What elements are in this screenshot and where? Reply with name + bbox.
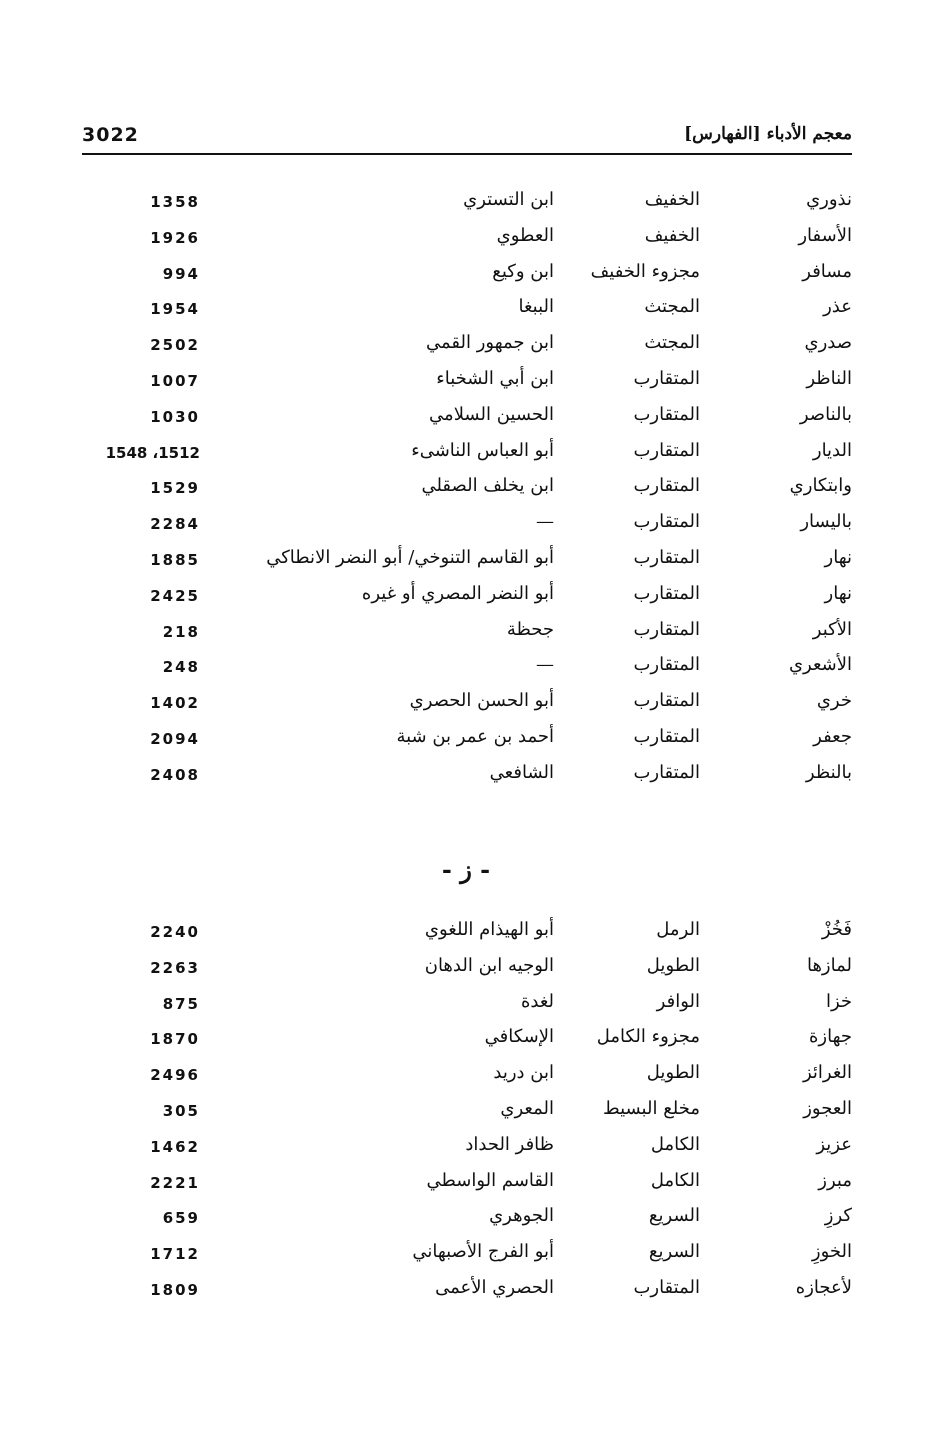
page-reference: 1926 xyxy=(150,228,200,247)
poet-name: الببغا xyxy=(518,296,554,318)
rhyme-word: الأشعري xyxy=(788,654,852,676)
meter-name: الطويل xyxy=(646,954,700,976)
meter-name: الخفيف xyxy=(644,224,700,246)
rhyme-word: بالنظر xyxy=(805,761,852,783)
poet-name: الشافعي xyxy=(489,761,554,783)
index-row xyxy=(0,224,932,260)
page-reference: 2408 xyxy=(150,765,200,784)
poet-name: أبو الفرج الأصبهاني xyxy=(412,1241,554,1263)
index-row xyxy=(0,990,932,1026)
index-row xyxy=(0,474,932,510)
index-row xyxy=(0,1097,932,1133)
meter-name: المتقارب xyxy=(633,511,700,533)
poet-name: — xyxy=(536,654,554,676)
index-row xyxy=(0,582,932,618)
poet-name: جحظة xyxy=(506,618,554,640)
rhyme-word: وابتكاري xyxy=(789,475,852,497)
page-reference: 1402 xyxy=(150,694,200,713)
page-reference: 248 xyxy=(162,658,200,677)
poet-name: ابن التستري xyxy=(463,189,554,210)
index-row xyxy=(0,1276,932,1312)
poet-name: ابن دريد xyxy=(493,1062,554,1084)
page-reference: 1529 xyxy=(150,479,200,498)
index-row xyxy=(0,653,932,689)
meter-name: المجتث xyxy=(644,332,700,354)
page-reference: 2284 xyxy=(150,515,200,534)
rhyme-word: الأكبر xyxy=(812,618,852,640)
rhyme-word: باليسار xyxy=(800,511,852,533)
poet-name: القاسم الواسطي xyxy=(426,1169,554,1191)
poet-name: العطوي xyxy=(496,224,554,246)
rhyme-word: لأعجازه xyxy=(795,1276,852,1298)
index-row xyxy=(0,1169,932,1205)
rhyme-word: مبرز xyxy=(818,1169,852,1191)
poet-name: ابن أبي الشخباء xyxy=(436,367,554,389)
index-row xyxy=(0,510,932,546)
poet-name: الحصري الأعمى xyxy=(435,1276,554,1298)
rhyme-word: لمازها xyxy=(806,954,852,976)
poet-name: ظافر الحداد xyxy=(465,1133,554,1155)
page-reference: 2240 xyxy=(150,923,200,941)
page-header xyxy=(82,124,852,154)
index-row xyxy=(0,439,932,475)
meter-name: المتقارب xyxy=(633,690,700,712)
index-row xyxy=(0,331,932,367)
poet-name: الجوهري xyxy=(489,1205,554,1227)
meter-name: الرمل xyxy=(656,919,700,940)
rhyme-word: الديار xyxy=(812,439,852,461)
index-row xyxy=(0,260,932,296)
page-reference: 1030 xyxy=(150,407,200,426)
meter-name: المتقارب xyxy=(633,403,700,425)
page-reference: 994 xyxy=(162,264,200,283)
meter-name: السريع xyxy=(648,1205,700,1227)
meter-name: مجزوء الكامل xyxy=(596,1026,700,1048)
index-row xyxy=(0,1204,932,1240)
meter-name: الخفيف xyxy=(644,189,700,210)
index-row xyxy=(0,1025,932,1061)
section-heading-zay: - ز - xyxy=(441,855,491,884)
rhyme-word: خزا xyxy=(825,990,852,1012)
page-reference: 2502 xyxy=(150,336,200,355)
rhyme-word: العجوز xyxy=(803,1097,852,1119)
rhyme-word: الناظر xyxy=(806,367,852,389)
meter-name: مخلع البسيط xyxy=(602,1097,700,1119)
poet-name: ابن يخلف الصقلي xyxy=(421,475,554,497)
meter-name: مجزوء الخفيف xyxy=(590,260,700,282)
meter-name: الوافر xyxy=(656,990,700,1012)
poet-name: أبو العباس الناشىء xyxy=(411,439,554,461)
poet-name: الإسكافي xyxy=(484,1026,554,1048)
page-reference: 1358 xyxy=(150,193,200,211)
page-reference: 1809 xyxy=(150,1280,200,1299)
rhyme-word: الخوزِ xyxy=(811,1241,852,1263)
index-row xyxy=(0,761,932,797)
poet-name: ابن وكيع xyxy=(492,260,554,282)
rhyme-word: نهار xyxy=(824,546,852,568)
page-reference: 2094 xyxy=(150,729,200,748)
index-row xyxy=(0,403,932,439)
meter-name: المتقارب xyxy=(633,475,700,497)
page-number: 3022 xyxy=(82,124,139,146)
rhyme-word: الغرائز xyxy=(802,1062,852,1084)
rhyme-word: نهار xyxy=(824,582,852,604)
header-rule xyxy=(82,153,852,155)
page-reference: 2496 xyxy=(150,1066,200,1085)
index-row xyxy=(0,1133,932,1169)
page-reference: 2221 xyxy=(150,1173,200,1192)
rhyme-word: جعفر xyxy=(813,725,852,747)
rhyme-word: عذر xyxy=(823,296,852,318)
index-row xyxy=(0,295,932,331)
meter-name: المتقارب xyxy=(633,546,700,568)
poet-name: ابن جمهور القمي xyxy=(426,332,554,354)
meter-name: المتقارب xyxy=(633,582,700,604)
page-reference: 2263 xyxy=(150,958,200,977)
rhyme-word: فَخُزْ xyxy=(821,919,852,940)
page-reference: 1870 xyxy=(150,1030,200,1049)
page-reference: 875 xyxy=(162,994,200,1013)
index-row xyxy=(0,725,932,761)
rhyme-word: بالناصر xyxy=(799,403,852,425)
rhyme-index-section-two xyxy=(0,918,932,1312)
page-reference: 218 xyxy=(162,622,200,641)
index-row xyxy=(0,618,932,654)
meter-name: المتقارب xyxy=(633,618,700,640)
meter-name: الطويل xyxy=(646,1062,700,1084)
meter-name: المتقارب xyxy=(633,761,700,783)
index-row xyxy=(0,1240,932,1276)
page-reference: 1712 xyxy=(150,1245,200,1264)
meter-name: المتقارب xyxy=(633,654,700,676)
meter-name: السريع xyxy=(648,1241,700,1263)
poet-name: لغدة xyxy=(520,990,554,1012)
meter-name: الكامل xyxy=(650,1169,700,1191)
page-reference: 1462 xyxy=(150,1137,200,1156)
poet-name: أبو النضر المصري أو غيره xyxy=(361,582,554,604)
index-row xyxy=(0,1061,932,1097)
poet-name: أحمد بن عمر بن شبة xyxy=(396,725,554,747)
running-title: معجم الأدباء [الفهارس] xyxy=(684,124,852,144)
index-row xyxy=(0,367,932,403)
page-reference: 1007 xyxy=(150,371,200,390)
index-row xyxy=(0,689,932,725)
rhyme-word: مسافر xyxy=(802,260,852,282)
rhyme-word: خري xyxy=(816,690,852,712)
poet-name: الوجيه ابن الدهان xyxy=(424,954,554,976)
index-row xyxy=(0,954,932,990)
rhyme-word: نذوري xyxy=(806,189,852,210)
poet-name: الحسين السلامي xyxy=(429,403,554,425)
page-reference: 1548 ،1512 xyxy=(105,443,200,462)
page-reference: 2425 xyxy=(150,586,200,605)
poet-name: — xyxy=(536,511,554,533)
page-reference: 305 xyxy=(162,1101,200,1120)
rhyme-word: كرزِ xyxy=(824,1205,852,1227)
meter-name: المجتث xyxy=(644,296,700,318)
poet-name: أبو الهيذام اللغوي xyxy=(424,919,554,940)
index-row xyxy=(0,546,932,582)
poet-name: المعري xyxy=(500,1097,554,1119)
meter-name: المتقارب xyxy=(633,1276,700,1298)
page-reference: 1954 xyxy=(150,300,200,319)
page-reference: 1885 xyxy=(150,550,200,569)
meter-name: المتقارب xyxy=(633,367,700,389)
rhyme-index-section-one xyxy=(0,188,932,797)
rhyme-word: صدري xyxy=(804,332,852,354)
meter-name: الكامل xyxy=(650,1133,700,1155)
rhyme-word: الأسفار xyxy=(798,224,852,246)
page-reference: 659 xyxy=(162,1209,200,1228)
poet-name: أبو القاسم التنوخي/ أبو النضر الانطاكي xyxy=(266,546,554,568)
rhyme-word: جهازة xyxy=(808,1026,852,1048)
rhyme-word: عزيز xyxy=(816,1133,852,1155)
meter-name: المتقارب xyxy=(633,725,700,747)
index-row xyxy=(0,188,932,224)
index-row xyxy=(0,918,932,954)
meter-name: المتقارب xyxy=(633,439,700,461)
poet-name: أبو الحسن الحصري xyxy=(409,690,554,712)
